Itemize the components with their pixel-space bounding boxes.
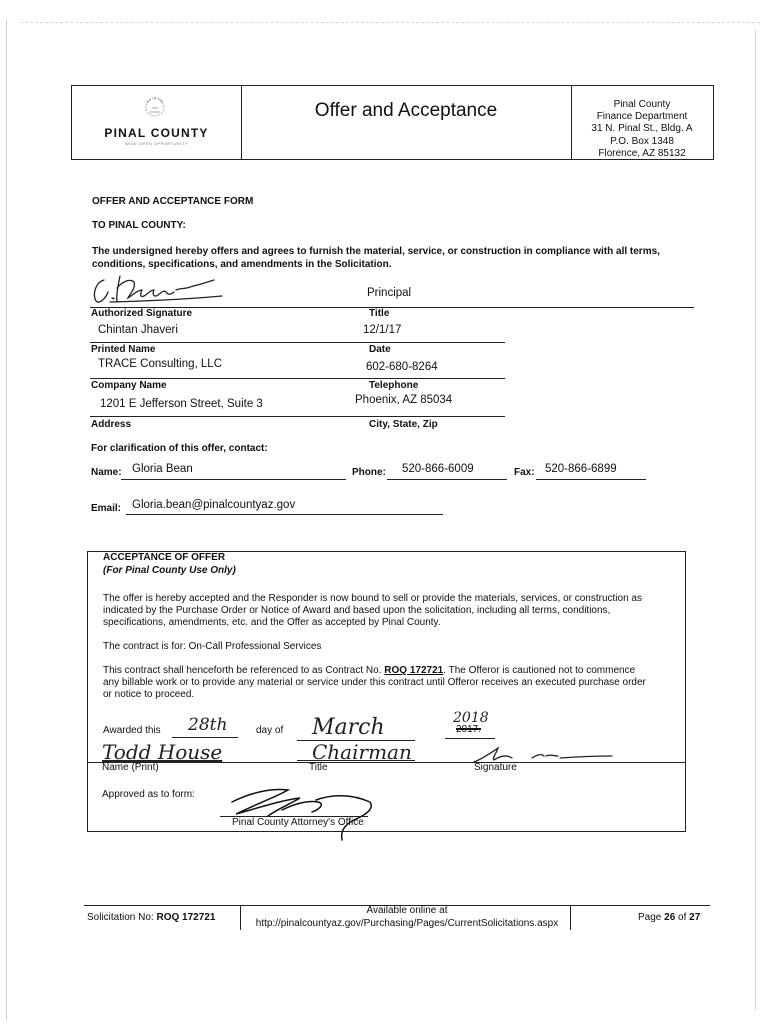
- acceptance-paragraph: [103, 593, 673, 629]
- page-current: 26: [664, 912, 676, 923]
- page-prefix: Page: [638, 912, 665, 923]
- award-month-handwritten: March: [312, 715, 385, 740]
- address-line: P.O. Box 1348: [610, 135, 674, 147]
- contact-email-label: Email:: [91, 503, 122, 514]
- address-value: 1201 E Jefferson Street, Suite 3: [100, 398, 263, 410]
- printed-name-line: [90, 342, 505, 343]
- awarded-this-label: Awarded this: [103, 725, 161, 736]
- name-title-signature-line: [87, 762, 685, 763]
- intro-line: The undersigned hereby offers and agrees to furnish the material, service, or construction in compliance with all terms,: [92, 246, 660, 257]
- solicitations-url: http://pinalcountyaz.gov/Purchasing/Pages/CurrentSolicitations.aspx: [255, 917, 559, 929]
- footer-availability: [244, 905, 570, 930]
- acceptance-subheading: (For Pinal County Use Only): [103, 565, 236, 576]
- acceptance-line: The offer is hereby accepted and the Responder is now bound to sell or provide the materials, services, or construction as: [103, 593, 642, 604]
- awardee-name-handwritten: Todd House: [102, 740, 223, 764]
- awardee-title-handwritten: Chairman: [312, 740, 412, 764]
- contact-email-value: Gloria.bean@pinalcountyaz.gov: [132, 499, 296, 511]
- scan-edge-top: [20, 22, 760, 23]
- date-value: 12/1/17: [363, 324, 402, 336]
- award-day-line: [172, 737, 238, 738]
- date-label: Date: [369, 344, 391, 355]
- awardee-signature-label: Signature: [474, 762, 517, 773]
- form-heading: OFFER AND ACCEPTANCE FORM: [92, 196, 254, 207]
- logo-tagline: WIDE OPEN OPPORTUNITY: [124, 141, 189, 146]
- contact-name-line: [121, 479, 346, 480]
- contract-line: any billable work or to provide any material or service under this contract until Offeror receives an executed purchase order: [103, 677, 646, 688]
- contract-text: . The Offeror is cautioned not to commence: [443, 665, 636, 676]
- printed-name-value: Chintan Jhaveri: [98, 324, 178, 336]
- contract-number: ROQ 172721: [384, 665, 444, 676]
- solicitation-label: Solicitation No:: [87, 912, 154, 923]
- contact-phone-value: 520-866-6009: [402, 463, 474, 475]
- page-total: 27: [689, 912, 701, 923]
- intro-line: conditions, specifications, and amendments in the Solicitation.: [92, 259, 392, 270]
- contact-fax-label: Fax:: [514, 467, 535, 478]
- acceptance-heading: ACCEPTANCE OF OFFER: [103, 552, 226, 563]
- address-line: Pinal County: [613, 99, 671, 110]
- contract-line: or notice to proceed.: [103, 689, 195, 700]
- contact-phone-label: Phone:: [352, 467, 386, 478]
- title-signature-line: [297, 760, 415, 761]
- contract-paragraph: [103, 665, 678, 701]
- award-year-handwritten: 2018: [453, 710, 489, 726]
- address-label: Address: [91, 419, 132, 430]
- title-value: Principal: [367, 287, 412, 299]
- contact-email-line: [126, 514, 443, 515]
- acceptance-line: specifications, amendments, etc. and the Offer as accepted by Pinal County.: [103, 617, 441, 628]
- day-of-label: day of: [256, 725, 284, 736]
- address-cell: [571, 86, 713, 159]
- acceptance-line: indicated by the Purchase Order or Notice of Award and based upon the solicitation, including all terms, conditions,: [103, 605, 611, 616]
- clarification-label: For clarification of this offer, contact:: [91, 443, 268, 454]
- title-cell: [241, 86, 572, 159]
- title-label: Title: [369, 308, 390, 319]
- authorized-signature-label: Authorized Signature: [91, 308, 193, 319]
- contact-name-label: Name:: [91, 467, 122, 478]
- solicitation-value: ROQ 172721: [156, 912, 216, 923]
- to-line: TO PINAL COUNTY:: [92, 220, 186, 231]
- contact-phone-line: [387, 479, 507, 480]
- address-line: Florence, AZ 85132: [598, 147, 686, 159]
- county-address: [571, 99, 713, 160]
- scan-edge-left: [6, 20, 7, 1020]
- awardee-name-label: Name (Print): [102, 762, 159, 773]
- contract-text: This contract shall henceforth be referenced to as Contract No.: [103, 665, 385, 676]
- telephone-value: 602-680-8264: [366, 361, 438, 373]
- page-number: [638, 912, 700, 923]
- award-year-struck: 2017.: [456, 724, 482, 735]
- address-line: 31 N. Pinal St., Bldg. A: [591, 123, 693, 135]
- county-seal-icon: [138, 94, 172, 120]
- document-title: Offer and Acceptance: [314, 100, 498, 121]
- contract-line: [103, 665, 678, 677]
- printed-name-label: Printed Name: [91, 344, 156, 355]
- available-label: Available online at: [366, 905, 448, 916]
- address-line: [90, 416, 505, 417]
- contact-fax-line: [536, 479, 646, 480]
- company-name-label: Company Name: [91, 380, 167, 391]
- logo-name: PINAL COUNTY: [104, 126, 209, 140]
- company-name-value: TRACE Consulting, LLC: [98, 358, 222, 370]
- telephone-label: Telephone: [369, 380, 419, 391]
- address-line: Finance Department: [596, 111, 688, 123]
- award-day-handwritten: 28th: [188, 715, 228, 735]
- contract-for-line: The contract is for: On-Call Professional Services: [103, 641, 322, 652]
- authorized-signature-image: [90, 268, 230, 308]
- approved-as-to-form-label: Approved as to form:: [102, 789, 195, 800]
- city-state-zip-label: City, State, Zip: [369, 419, 438, 430]
- attorney-signature-image: [222, 780, 382, 846]
- solicitation-number: [87, 912, 215, 923]
- logo-cell: [72, 86, 242, 159]
- footer-divider: [570, 906, 571, 930]
- scan-edge-right: [755, 30, 756, 1010]
- awardee-title-label: Title: [309, 762, 328, 773]
- contact-name-value: Gloria Bean: [132, 463, 193, 475]
- attorney-office-label: Pinal County Attorney's Office: [232, 817, 364, 828]
- city-state-zip-value: Phoenix, AZ 85034: [355, 394, 453, 406]
- contact-fax-value: 520-866-6899: [545, 463, 617, 475]
- company-line: [90, 378, 505, 379]
- header-table: [71, 85, 714, 160]
- footer-divider: [240, 906, 241, 930]
- award-year-line: [445, 738, 495, 739]
- page-separator: of: [675, 912, 690, 923]
